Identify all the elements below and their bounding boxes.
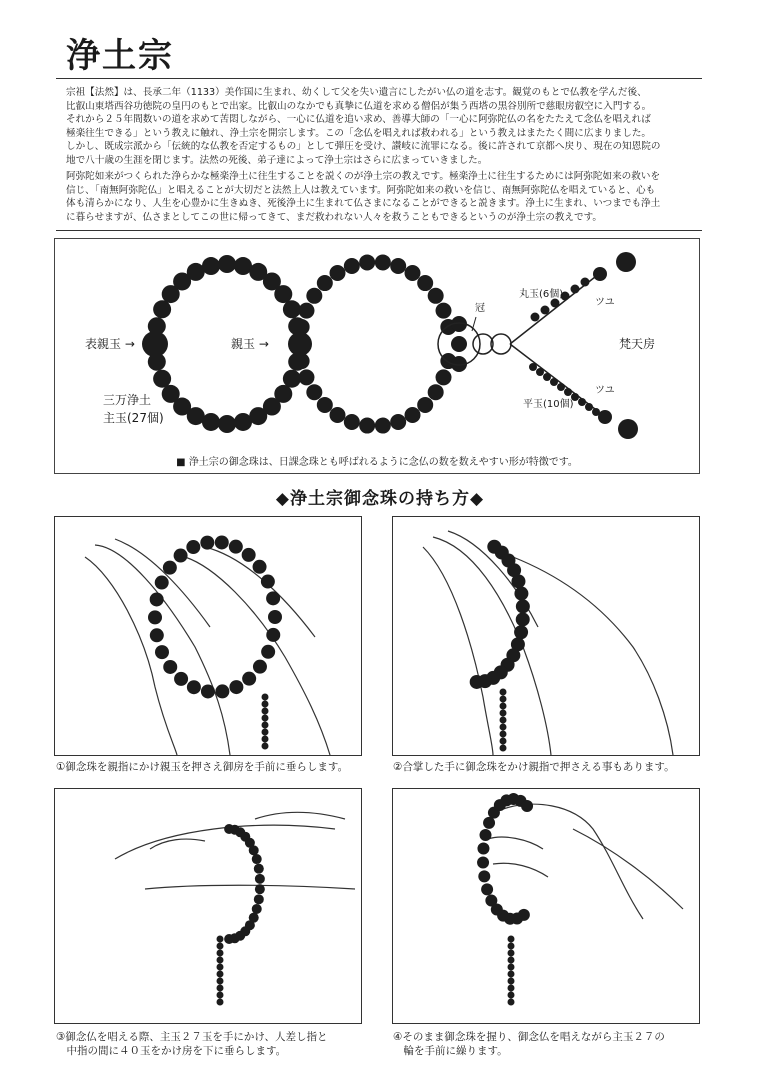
bead xyxy=(262,736,269,743)
teaching-line: 体も清らかになり、人生を心豊かに生きぬき、死後浄土に生まれて仏さまになることができると説きます。浄土に生まれ、いつまでも浄土 xyxy=(66,198,661,210)
bead xyxy=(477,857,489,869)
bead xyxy=(215,684,229,698)
bead xyxy=(217,950,224,957)
label-oyadama: 親玉 → xyxy=(231,337,269,351)
bead xyxy=(262,729,269,736)
bead xyxy=(252,904,262,914)
bead xyxy=(174,672,188,686)
bead xyxy=(317,397,333,413)
step-1-caption xyxy=(56,760,366,774)
bead xyxy=(218,255,236,273)
intro-line: 地で八十歳の生涯を閉じます。法然の死後、弟子達によって浄土宗はさらに広まっていきました。 xyxy=(66,154,488,166)
bead xyxy=(550,378,558,386)
label-tsuyu-top: ツユ xyxy=(595,297,615,308)
bead xyxy=(234,413,252,431)
bead xyxy=(483,817,495,829)
step-2-caption xyxy=(393,760,703,774)
bead xyxy=(500,738,507,745)
bead xyxy=(298,303,314,319)
bead xyxy=(217,971,224,978)
bead xyxy=(529,363,537,371)
bead xyxy=(451,336,467,352)
bead xyxy=(266,591,280,605)
bead xyxy=(536,368,544,376)
bead xyxy=(481,883,493,895)
bead xyxy=(253,560,267,574)
label-kanmuri: 冠 xyxy=(475,303,485,314)
bead xyxy=(616,252,636,272)
bead xyxy=(477,842,489,854)
bead xyxy=(344,414,360,430)
bead xyxy=(405,265,421,281)
bead xyxy=(485,895,497,907)
bead xyxy=(516,612,530,626)
bead xyxy=(514,587,528,601)
step-1-illustration xyxy=(54,516,362,756)
bead xyxy=(255,874,265,884)
label-omote-oyadama: 表親玉 → xyxy=(85,337,135,351)
label-shudama: 主玉(27個) xyxy=(103,411,164,425)
bead xyxy=(428,288,444,304)
bead xyxy=(253,660,267,674)
label-hiradama: 平玉(10個) xyxy=(523,399,574,410)
bead xyxy=(252,854,262,864)
bead xyxy=(557,383,565,391)
bead xyxy=(217,964,224,971)
bead xyxy=(306,288,322,304)
teaching-line: に暮らせますが、仏さまとしてこの世に帰ってきて、まだ救われない人々を救うこともできるというのが浄土宗の教えです。 xyxy=(66,211,603,223)
bead xyxy=(436,303,452,319)
bead xyxy=(218,415,236,433)
bead xyxy=(428,384,444,400)
bead xyxy=(359,254,375,270)
bead xyxy=(508,971,515,978)
bead xyxy=(249,845,259,855)
label-tsuyu-bottom: ツユ xyxy=(595,385,615,396)
bead xyxy=(261,645,275,659)
bead xyxy=(330,407,346,423)
bead xyxy=(174,549,188,563)
bead xyxy=(254,864,264,874)
label-sanman-jodo: 三万浄土 xyxy=(103,393,152,407)
bead xyxy=(500,717,507,724)
bead xyxy=(390,258,406,274)
bead xyxy=(417,275,433,291)
bead xyxy=(508,950,515,957)
howto-title: ◆浄土宗御念珠の持ち方◆ xyxy=(275,489,485,509)
teaching-paragraph xyxy=(66,170,706,224)
diagram-caption: ■ 浄土宗の御念珠は、日課念珠とも呼ばれるように念仏の数を数えやすい形が特徴です。 xyxy=(176,457,578,468)
bead xyxy=(215,535,229,549)
bead xyxy=(187,680,201,694)
bead xyxy=(298,369,314,385)
section-rule xyxy=(56,230,702,231)
bead xyxy=(202,257,220,275)
bead xyxy=(229,540,243,554)
omote-oyadama-bead xyxy=(142,331,168,357)
intro-line: 極楽往生できる」という教えに触れ、浄土宗を開宗します。この「念仏を唱えれば救われる」という教えはまたたく間に広まりました。 xyxy=(66,127,652,139)
step-3-caption xyxy=(56,1030,366,1058)
bead xyxy=(344,258,360,274)
bead xyxy=(571,285,580,294)
bead xyxy=(148,610,162,624)
intro-line: それから２５年間数いの道を求めて苦悶しながら、一心に仏道を追い求め、善導大師の「一心に阿弥陀仏の名をたたえて念仏を唱えれば xyxy=(66,114,651,126)
bead xyxy=(598,410,612,424)
bead xyxy=(390,414,406,430)
bead xyxy=(217,978,224,985)
bead xyxy=(511,574,525,588)
bead xyxy=(500,689,507,696)
bead xyxy=(581,278,590,287)
bead xyxy=(375,418,391,434)
bead xyxy=(541,306,550,315)
bead xyxy=(618,419,638,439)
praying-hands-icon xyxy=(393,517,699,755)
step-caption-line: ④そのまま御念珠を握り、御念仏を唱えながら主玉２７の xyxy=(393,1031,665,1043)
intro-line: しかし、既成宗派から「伝統的な仏教を否定するもの」として弾圧を受け、讃岐に流罪になる。後に許されて京都へ戻り、現在の知恩院の xyxy=(66,141,661,153)
bead xyxy=(500,703,507,710)
bead xyxy=(217,936,224,943)
open-hand-icon xyxy=(55,789,361,1023)
bead xyxy=(162,385,180,403)
bead xyxy=(516,599,530,613)
bead xyxy=(262,701,269,708)
gripping-hand-icon xyxy=(393,789,699,1023)
hands-rosary-icon xyxy=(55,517,361,755)
bead xyxy=(508,999,515,1006)
label-bontenbo: 梵天房 xyxy=(619,337,656,351)
bead xyxy=(508,985,515,992)
bead xyxy=(217,985,224,992)
bead xyxy=(521,800,533,812)
bead xyxy=(478,870,490,882)
bead xyxy=(508,936,515,943)
bead xyxy=(268,610,282,624)
bead xyxy=(255,884,265,894)
page-title: 浄土宗 xyxy=(66,36,174,76)
bead xyxy=(201,684,215,698)
bead xyxy=(375,254,391,270)
bead xyxy=(543,373,551,381)
teaching-line: 阿弥陀如来がつくられた浄らかな極楽浄土に往生することを説くのが浄土宗の教えです。極楽浄土に往生するためには阿弥陀如来の救いを xyxy=(66,171,661,182)
bead xyxy=(508,943,515,950)
bead xyxy=(150,592,164,606)
bead xyxy=(262,743,269,750)
bead xyxy=(262,722,269,729)
bead xyxy=(470,675,484,689)
bead xyxy=(359,418,375,434)
bead xyxy=(593,267,607,281)
bead xyxy=(500,745,507,752)
bead xyxy=(153,370,171,388)
bead xyxy=(186,540,200,554)
bead xyxy=(274,285,292,303)
bead xyxy=(500,696,507,703)
bead xyxy=(217,992,224,999)
step-caption-line: 輪を手前に繰ります。 xyxy=(393,1045,508,1057)
rosary-diagram xyxy=(54,238,700,474)
step-caption-line: ③御念仏を唱える際、主玉２７玉を手にかけ、人差し指と xyxy=(56,1031,328,1043)
bead xyxy=(508,978,515,985)
bead xyxy=(217,999,224,1006)
step-4-caption xyxy=(393,1030,703,1058)
bead xyxy=(155,576,169,590)
bead xyxy=(155,645,169,659)
intro-paragraph xyxy=(66,86,706,168)
bead xyxy=(417,397,433,413)
bead xyxy=(306,384,322,400)
intro-line: 比叡山東塔西谷功徳院の皇円のもとで出家。比叡山のなかでも真摯に仏道を求める僧侶が集う西塔の黒谷別所で慈眼房叡空に入門する。 xyxy=(66,100,652,112)
bead xyxy=(261,575,275,589)
step-caption-line: ②合掌した手に御念珠をかけ親指で押さえる事もあります。 xyxy=(393,761,675,773)
bead xyxy=(242,548,256,562)
bead xyxy=(153,300,171,318)
bead xyxy=(405,407,421,423)
bead xyxy=(500,710,507,717)
bead xyxy=(163,561,177,575)
bead xyxy=(585,403,593,411)
bead xyxy=(508,992,515,999)
bead xyxy=(163,660,177,674)
bead xyxy=(150,628,164,642)
title-rule xyxy=(56,78,702,79)
step-caption-line: ①御念珠を親指にかけ親玉を押さえ御房を手前に垂らします。 xyxy=(56,761,349,773)
bead xyxy=(217,943,224,950)
bead xyxy=(283,370,301,388)
bead xyxy=(578,398,586,406)
bead xyxy=(266,628,280,642)
bead xyxy=(224,934,234,944)
bead xyxy=(480,829,492,841)
bead xyxy=(283,300,301,318)
bead xyxy=(531,313,540,322)
bead xyxy=(242,672,256,686)
bead xyxy=(500,731,507,738)
bead xyxy=(262,694,269,701)
bead xyxy=(500,724,507,731)
label-marudama: 丸玉(6個) xyxy=(519,289,564,300)
bead xyxy=(330,265,346,281)
bead xyxy=(217,957,224,964)
bead xyxy=(508,964,515,971)
bead xyxy=(514,625,528,639)
bead xyxy=(229,680,243,694)
teaching-line: 信じ、「南無阿弥陀仏」と唱えることが大切だと法然上人は教えています。阿弥陀如来の救いを信じ、南無阿弥陀仏を唱えていると、心も xyxy=(66,184,656,196)
oyadama-bead xyxy=(288,332,312,356)
step-2-illustration xyxy=(392,516,700,756)
step-4-illustration xyxy=(392,788,700,1024)
bead xyxy=(317,275,333,291)
bead xyxy=(262,708,269,715)
bead xyxy=(262,715,269,722)
bead xyxy=(200,536,214,550)
step-caption-line: 中指の間に４０玉をかけ房を下に垂らします。 xyxy=(56,1045,287,1057)
bead xyxy=(508,957,515,964)
bead xyxy=(436,369,452,385)
intro-line: 宗祖【法然】は、長承二年（1133）美作国に生まれ、幼くして父を失い遺言にしたがい仏の道を志す。観覚のもとで仏教を学んだ後、 xyxy=(66,87,647,98)
step-3-illustration xyxy=(54,788,362,1024)
bead xyxy=(254,894,264,904)
